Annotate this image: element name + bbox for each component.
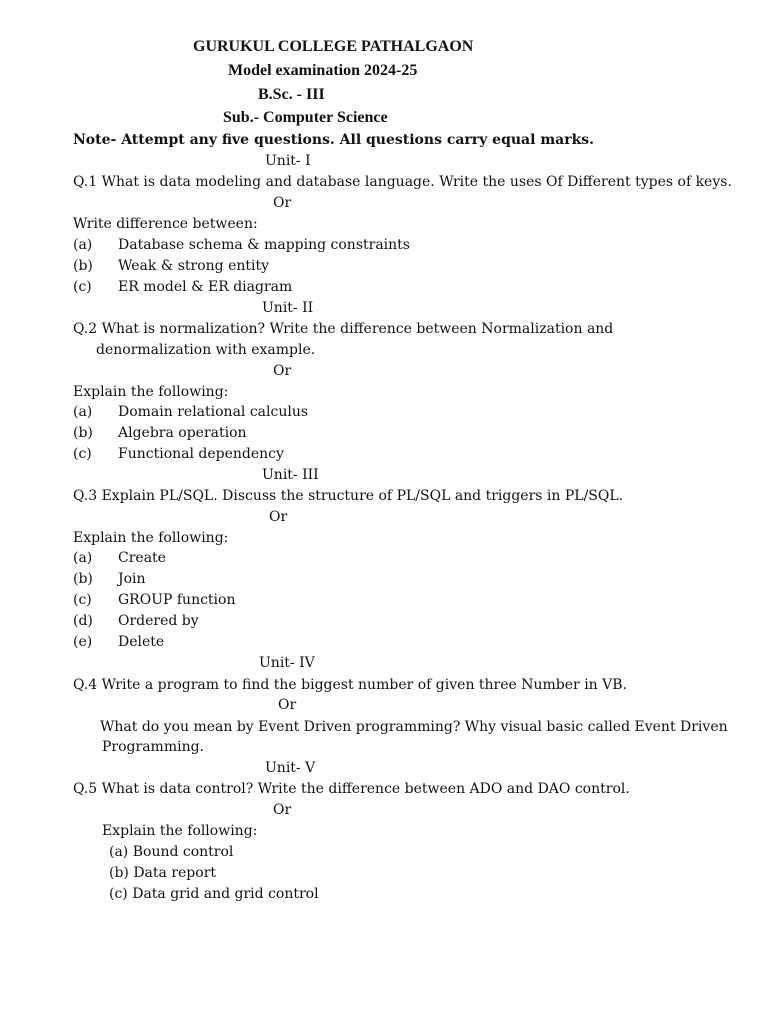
unit-4-heading: Unit- IV	[259, 655, 315, 671]
question-4-alt-line-1: What do you mean by Event Driven programming? Why visual basic called Event Driven	[100, 719, 728, 735]
list-item	[73, 424, 247, 442]
list-item-text: Functional dependency	[118, 446, 284, 462]
list-item-text: ER model & ER diagram	[118, 279, 293, 295]
list-item-text: Algebra operation	[118, 425, 247, 441]
unit-2-heading: Unit- II	[262, 300, 314, 316]
list-item	[73, 591, 235, 609]
question-2-line-2: denormalization with example.	[96, 342, 316, 358]
list-item	[73, 278, 292, 296]
list-item-label: (b)	[73, 258, 93, 274]
list-item	[73, 445, 284, 463]
list-item	[73, 549, 166, 567]
list-item-label: (d)	[73, 613, 93, 629]
or-separator: Or	[269, 509, 288, 525]
list-item	[73, 612, 199, 630]
list-item: (a) Bound control	[109, 844, 234, 860]
list-item-label: (c)	[73, 592, 92, 608]
list-item-text: GROUP function	[118, 592, 236, 608]
list-item	[73, 236, 410, 254]
list-item-text: Ordered by	[118, 613, 199, 629]
or-separator: Or	[278, 697, 297, 713]
list-item-text: Domain relational calculus	[118, 404, 309, 420]
course-name: B.Sc. - III	[258, 86, 325, 103]
list-item-text: Join	[118, 571, 146, 587]
list-item: (c) Data grid and grid control	[109, 886, 319, 902]
subject-name: Sub.- Computer Science	[223, 109, 388, 126]
list-item-text: Delete	[118, 634, 165, 650]
question-3-alt-intro: Explain the following:	[73, 530, 229, 546]
question-4-alt-line-2: Programming.	[102, 739, 204, 755]
exam-title: Model examination 2024-25	[228, 62, 418, 79]
question-5: Q.5 What is data control? Write the difference between ADO and DAO control.	[73, 781, 630, 797]
unit-5-heading: Unit- V	[265, 760, 316, 776]
instructions-note: Note- Attempt any five questions. All questions carry equal marks.	[73, 132, 595, 148]
question-5-alt-intro: Explain the following:	[102, 823, 258, 839]
list-item-text: Weak & strong entity	[118, 258, 270, 274]
list-item-label: (e)	[73, 634, 93, 650]
unit-1-heading: Unit- I	[265, 153, 311, 169]
list-item: (b) Data report	[109, 865, 217, 881]
question-3: Q.3 Explain PL/SQL. Discuss the structure of PL/SQL and triggers in PL/SQL.	[73, 488, 624, 504]
question-1: Q.1 What is data modeling and database language. Write the uses Of Different types of keys.	[73, 174, 732, 190]
question-2-alt-intro: Explain the following:	[73, 384, 229, 400]
list-item	[73, 570, 146, 588]
list-item	[73, 257, 269, 275]
question-2-line-1: Q.2 What is normalization? Write the difference between Normalization and	[73, 321, 614, 337]
list-item-label: (c)	[73, 446, 92, 462]
list-item-label: (a)	[73, 550, 93, 566]
list-item-label: (a)	[73, 237, 93, 253]
or-separator: Or	[273, 195, 292, 211]
or-separator: Or	[273, 802, 292, 818]
list-item-label: (a)	[73, 404, 93, 420]
list-item	[73, 633, 164, 651]
list-item	[73, 403, 308, 421]
list-item-text: Create	[118, 550, 166, 566]
question-4: Q.4 Write a program to find the biggest number of given three Number in VB.	[73, 677, 627, 693]
list-item-label: (b)	[73, 571, 93, 587]
list-item-label: (c)	[73, 279, 92, 295]
list-item-text: Database schema & mapping constraints	[118, 237, 410, 253]
question-1-alt-intro: Write difference between:	[73, 216, 258, 232]
college-name: GURUKUL COLLEGE PATHALGAON	[193, 38, 474, 55]
or-separator: Or	[273, 363, 292, 379]
list-item-label: (b)	[73, 425, 93, 441]
unit-3-heading: Unit- III	[262, 467, 319, 483]
